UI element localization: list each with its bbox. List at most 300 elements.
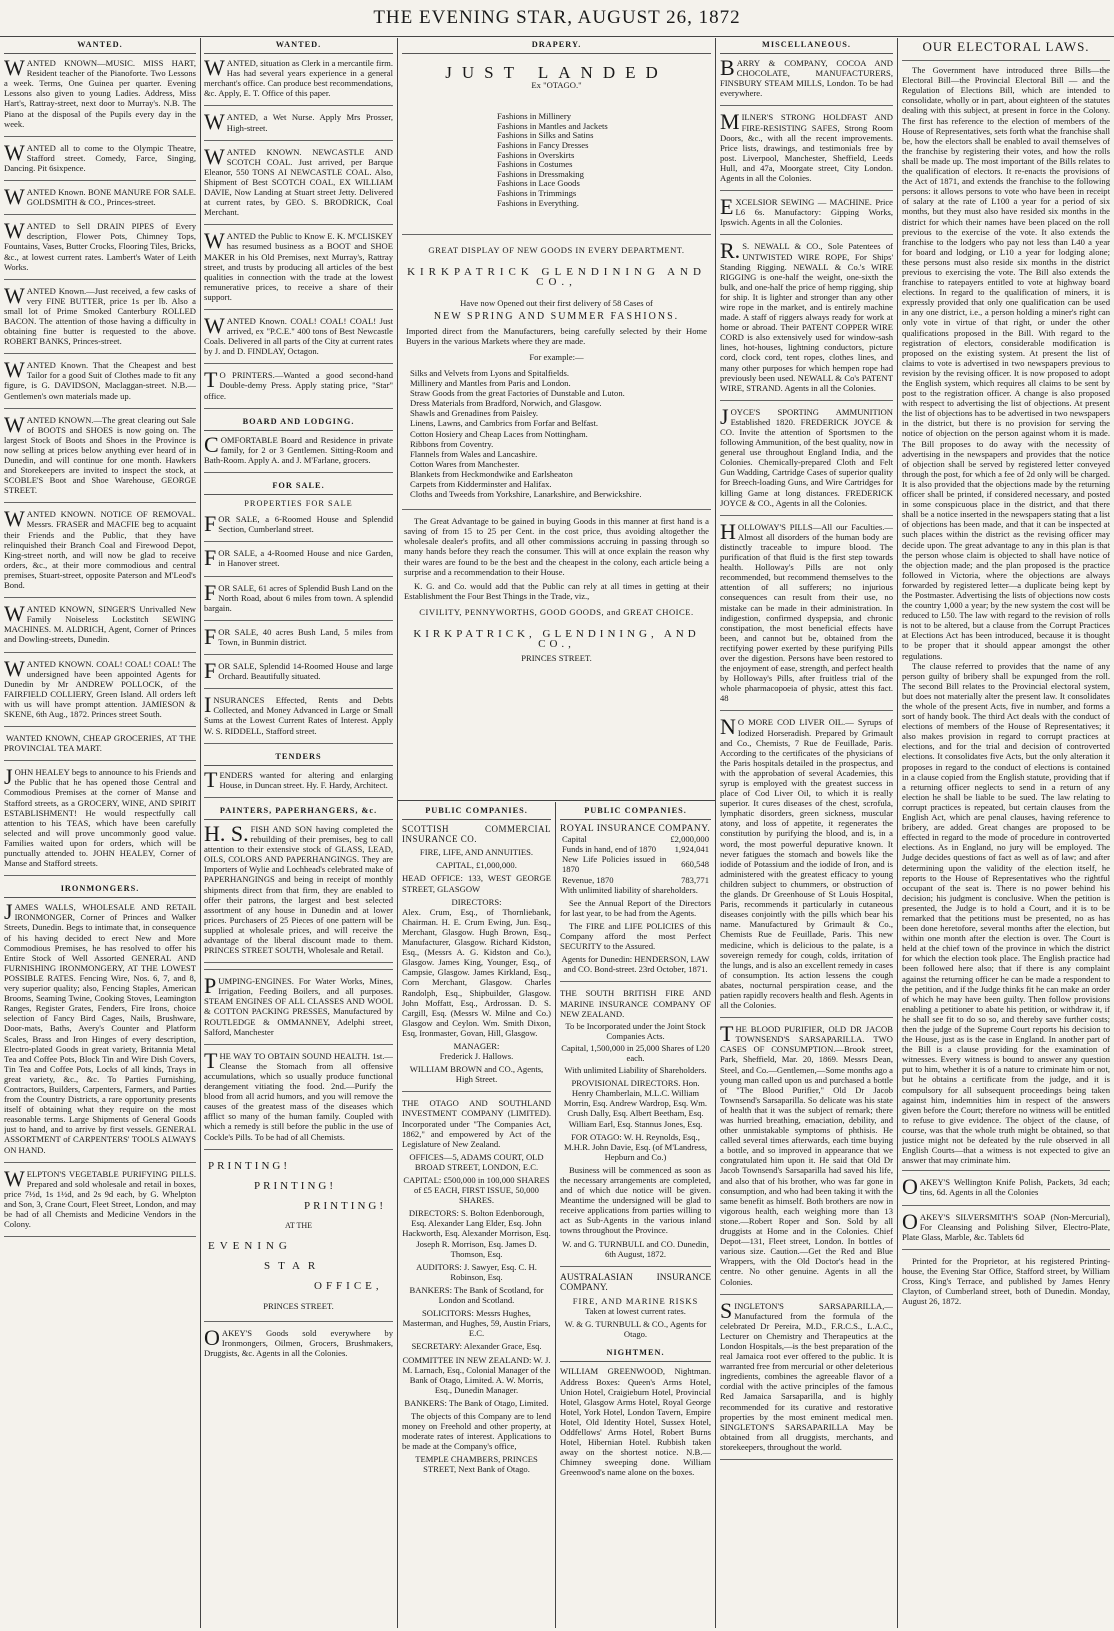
ad-text: HE WAY TO OBTAIN SOUND HEALTH. 1st.—Cleanse the Stomach from all offensive accumulations, which so usually produce functional derangement vitiating the food. 2nd.—Purify the blood from all acrid humors, and you will remove the causes of the greatest mass of the diseases which afflict so many of the human family. Coupled with which a remedy is still before the public in the use of Cockle's Pills. To be had of all Chemists. [204, 1050, 393, 1142]
ad-text: AKEY'S SILVERSMITH'S SOAP (Non-Mercurial), For Cleansing and Polishing Silver, Electro-Plate, Plate Glass, Marble, &c. Tablets 6d [902, 1211, 1110, 1242]
otago-objects: The objects of this Company are to lend money on Freehold and other property, at moderate rates of interest. Applications to be made at the Company's office, [402, 1410, 551, 1452]
oakey-silversmith-ad [902, 1208, 1110, 1242]
fashion-item: Fashions in Silks and Satins [497, 130, 594, 141]
divider [4, 1162, 196, 1163]
ad-text: ANTED KNOWN, SINGER'S Unrivalled New Family Noiseless Lockstitch SEWING MACHINES. M. ALDRICH, Agent, Corner of Princes and Dowling-streets, Dunedin. [4, 604, 196, 645]
drop-cap: W [4, 411, 25, 437]
table-row [560, 875, 711, 885]
otago-directors: DIRECTORS: S. Bolton Edenborough, Esq. Alexander Lang Elder, Esq. John Hackworth, Esq. Alexander Morrison, Esq. Joseph R. Morrison, Esq. James D. Thomson, Esq. [402, 1208, 551, 1259]
ad-text: WANTED KNOWN, CHEAP GROCERIES, AT THE PROVINCIAL TEA MART. [4, 733, 196, 754]
ad-text: ARRY & COMPANY, COCOA AND CHOCOLATE, MANUFACTURERS, FINSBURY STEAM MILLS, London. To be had everywhere. [720, 58, 893, 99]
aus-rates: Taken at lowest current rates. [585, 1306, 686, 1317]
purifier-ad [720, 1021, 893, 1287]
divider [720, 710, 893, 711]
goods-item: Dress Materials from Bradford, Norwich, and Glasgow. [410, 398, 602, 409]
wanted-ad [204, 367, 393, 401]
divider [204, 541, 393, 542]
holloway-ad [720, 518, 893, 704]
wanted-ad [4, 655, 196, 720]
otago-investment-ad [402, 1098, 551, 1474]
ad-text: NSURANCES Effected, Rents and Debts Collected, and Money Advanced in Large or Small Sums at the Lowest Current Rates of Interest. Apply W. S. RIDDELL, Stafford street. [204, 695, 393, 736]
goods-item: Straw Goods from the great Factories of Dunstable and Luton. [410, 388, 625, 399]
drop-cap: W [4, 655, 25, 681]
just-landed-title: JUST LANDED [445, 63, 668, 83]
manager-heading: MANAGER: [453, 1040, 500, 1051]
ad-text: OYCE'S SPORTING AMMUNITION Established 1820. FREDERICK JOYCE & CO. Invite the attention of Sportsmen to the following Ammunition, of the best quality, now in general use throughout England India, and the Colonies. Chemically-prepared Cloth and Felt Gun Wadding, Cartridge Cases of superior quality for Breech-loading Guns, and Wire Cartridges for killing Game at long distances. FREDERICK JOYCE & CO., Agents in all the Colonies. [720, 406, 893, 508]
ad-text: FISH AND SON having completed the rebuilding of their premises, beg to call attention to their extensive stock of GLASS, LEAD, OILS, COLORS AND PAPERHANGINGS. They are Importers of Wylie and Lochhead's celebrated make of PAPERHANGINGS and being in receipt of monthly shipments direct from that firm, they are enabled to offer their patrons, the largest and best selected assortment of any house in Dunedin and at lower prices. Purchasers of 25 Pieces of one pattern will be supplied at wholesale prices, and will receive the advantage of the liberal discount made to them. PRINCES STREET SOUTH, Wholesale and Retail. [204, 823, 393, 956]
column-divider [200, 38, 201, 1628]
column-wanted-2 [204, 38, 393, 1628]
drop-cap: W [204, 312, 225, 338]
divider [720, 190, 893, 191]
section-heading-drapery: DRAPERY. [402, 38, 711, 54]
ad-text: AKEY'S Wellington Knife Polish, Packets, 3d each; tins, 6d. Agents in all the Colonies [919, 1177, 1110, 1198]
divider [402, 234, 711, 235]
for-sale-ad [204, 579, 393, 613]
printing-evening: EVENING [208, 1239, 292, 1252]
drop-cap: W [4, 218, 25, 244]
otago-bankers-2: BANKERS: The Bank of Otago, Limited. [404, 1397, 549, 1408]
fashion-item: Fashions in Fancy Dresses [497, 140, 589, 151]
divider [4, 726, 196, 727]
properties-subheading: PROPERTIES FOR SALE [244, 499, 353, 509]
ad-text: INGLETON'S SARSAPARILLA,—Manufactured from the formula of the celebrated Dr Pereira, M.D., F.R.C.S., L.A.C., Lecturer on Chemistry and Therapeutics at the London Hospitals,—is the best preparation of the real Jamaica root ever offered to the public. It is warranted free from mercurial or other deleterious ingredients, combines the agreeable flavor of a cordial with the active principles of the famous Red Jamaica Sarsaparilla, and is highly recommended for its curative and restorative properties by the most eminent medical men. SINGLETON'S SARSAPARILLA May be obtained from all druggists, merchants, and storekeepers, throughout the world. [720, 1300, 893, 1452]
goods-item: Ribbons from Coventry. [410, 438, 494, 449]
ad-text: AKEY'S Goods sold everywhere by Ironmongers, Oilmen, Grocers, Brushmakers, Druggists, &c. Agents in all the Colonies. [204, 1327, 393, 1358]
wanted-ad [4, 218, 196, 272]
ad-text: ELPTON'S VEGETABLE PURIFYING PILLS. Prepared and sold wholesale and retail in boxes, price 7½d, 1s 1½d, and 2s 9d each, by G. Whelpton and Son, 3, Crane Court, Fleet Street, London, and may be had of all Chemists and Medicine Vendors in the Colony. [4, 1168, 196, 1230]
divider [204, 408, 393, 409]
royal-fire: The FIRE and LIFE POLICIES of this Company afford the most Perfect SECURITY to the Assured. [560, 920, 711, 952]
ad-text: ANTED KNOWN—MUSIC. MISS HART, Resident teacher of the Pianoforte. Two Lessons a week. Terms, One Guinea per quarter. Evening Lessons also given to young Ladies. Address, Miss Hart's, Rattray-street, next door to Murray's. N.B. The Piano at the disposal of the Pupils every day in the week. [4, 58, 196, 129]
milner-ad [720, 109, 893, 184]
divider [902, 60, 1110, 61]
table-row [560, 844, 711, 854]
divider [720, 400, 893, 401]
drop-cap: F [204, 511, 217, 537]
otago-office: OFFICES—5, ADAMS COURT, OLD BROAD STREET, LONDON, E.C. [409, 1151, 544, 1172]
ad-text: OLLOWAY'S PILLS—All our Faculties.—Almost all disorders of the human body are distinctly traceable to impure blood. The purification of that fluid is the first step towards health. Holloway's Pills are not only recommended, but recommend themselves to the attention of all sufferers; no injurious consequences can result from their use, no mistake can be made in their administration. In indigestion, confirmed dyspepsia, and chronic constipation, the most beneficial effects have been, and cannot but be, obtained from the rectifying power exerted by these purifying Pills over the digestion. Persons have been restored to the enjoyment of ease, strength, and perfect health by Holloway's Pills, after fruitless trial of the whole pharmacopoeia of physic, attest this fact. 48 [720, 521, 893, 704]
drop-cap: T [720, 1021, 734, 1047]
fashion-item: Fashions in Costumes [497, 159, 573, 170]
ad-text: UMPING-ENGINES. For Water Works, Mines, Irrigation, Feeding Boilers, and all purposes. STEAM ENGINES OF ALL CLASSES AND WOOL & COTTON PACKING PRESSES, Manufactured by ROUTLEDGE & OMMANNEY, Adelphi street, Salford, Manchester [204, 976, 393, 1037]
aus-sub: FIRE, AND MARINE RISKS [572, 1295, 699, 1306]
ironmonger-ad [4, 1165, 196, 1230]
ad-text: ANTED Known. COAL! COAL! COAL! Just arrived, ex "P.C.E." 400 tons of Best Newcastle Coals. Delivered in all parts of the City at current rates by J. and D. FINDLAY, Octagon. [204, 315, 393, 357]
printing-ad [204, 1156, 393, 1316]
divider [902, 1170, 1110, 1171]
drop-cap: T [204, 1047, 218, 1073]
sb-sign: W. and G. TURNBULL and CO. Dunedin, 6th August, 1872. [562, 1238, 709, 1259]
ex-otago: Ex "OTAGO." [531, 80, 582, 91]
divider [4, 353, 196, 354]
column-editorial [902, 38, 1110, 1628]
ad-text: ANTED the Public to Know E. K. M'CLISKEY has resumed business as a BOOT and SHOE MAKER in his Old Premises, next Murray's, Rattray street, and trusts by producing all articles of the best qualities in connection with the trade at the lowest remunerative prices, to receive a share of their support. [204, 231, 393, 302]
divider [720, 105, 893, 106]
for-sale-ad [204, 623, 393, 649]
kg-season: NEW SPRING AND SUMMER FASHIONS. [433, 310, 680, 322]
printing-street: PRINCES STREET. [263, 1300, 334, 1311]
divider [204, 962, 393, 963]
printer-imprint: Printed for the Proprietor, at his registered Printing-house, the Evening Star Office, Stafford street, by William Cross, King's Terrace, and published by James Henry Clayton, of Cumberland street, both of Dunedin. Monday, August 26, 1872. [902, 1255, 1110, 1307]
row-value: £2,000,000 [670, 834, 709, 845]
fashion-item: Fashions in Lace Goods [497, 178, 580, 189]
ad-text: ANTED KNOWN. NEWCASTLE AND SCOTCH COAL. Just arrived, per Barque Eleanor, 550 TONS AI NEWCASTLE COAL. Also, Shipment of Best SCOTCH COAL, EX WILLIAM DAVIE, Now Landing at Stuart street Jetty. Delivered at current rates, by GEO. S. BRODRICK, Coal Merchant. [204, 146, 393, 218]
manager-name: Frederick J. Hallows. [439, 1051, 514, 1062]
sb-inc: To be Incorporated under the Joint Stock Companies Acts. [565, 1020, 706, 1041]
drop-cap: W [204, 228, 225, 254]
aus-title: AUSTRALASIAN INSURANCE COMPANY. [560, 1272, 711, 1293]
drop-cap: M [720, 109, 740, 135]
scottish-title: SCOTTISH COMMERCIAL INSURANCE CO. [402, 824, 551, 845]
goods-item: Linens, Lawns, and Cambrics from Forfar and Belfast. [410, 418, 599, 429]
drop-cap: P [204, 973, 217, 999]
kg-title: KIRKPATRICK GLENDINING AND CO., [407, 266, 706, 289]
ad-text: OHN HEALEY begs to announce to his Friends and the Public that he has opened those Central and Commodious Premises at the corner of Manse and Stafford streets, as a GROCERY, WINE, AND SPIRIT ESTABLISHMENT! He would respectfully call attention to his TEAS, which have been carefully selected and will prove uncommonly good value. Families waited upon for orders, which will be punctually attended to. JOHN HEALEY, Corner of Manse and Stafford streets. [4, 767, 196, 869]
section-heading-public-companies: PUBLIC COMPANIES. [560, 804, 711, 820]
wanted-ad [4, 506, 196, 591]
masthead [0, 0, 1114, 36]
drapery-bottom-rule [397, 800, 715, 801]
sb-capital: Capital, 1,500,000 in 25,000 Shares of L20 each. [561, 1042, 710, 1063]
section-heading-miscellaneous: MISCELLANEOUS. [720, 38, 893, 54]
ad-text: ANTED to Sell DRAIN PIPES of Every description, Flower Pots, Chimney Tops, Fountains, Vases, Butter Crocks, Flooring Tiles, Bricks, &c., at lowest current rates. Lambert's Water of Leith Works. [4, 221, 196, 272]
divider [4, 875, 196, 876]
sb-directors: PROVISIONAL DIRECTORS. Hon. Henry Chamberlain, M.L.C. William Morrin, Esq. Andrew Wardrop, Esq. Wm. Crush Dally, Esq. Albert Beetham, Esq. William Earl, Esq. Stannus Jones, Esq. [563, 1078, 708, 1129]
column-wanted-1 [4, 38, 196, 1628]
divider [204, 576, 393, 577]
ad-text: ANTED Known.—Just received, a few casks of very FINE BUTTER, price 1s per lb. Also a small lot of Prime Smoked Canterbury ROLLED BACON. The attention of those having a difficulty in obtaining fine butter is requested to the above. ROBERT BANKS, Princes-street. [4, 285, 196, 347]
divider [402, 1091, 551, 1092]
ad-text: OR SALE, a 6-Roomed House and Splendid Section, Cumberland street. [218, 514, 393, 535]
great-display: GREAT DISPLAY OF NEW GOODS IN EVERY DEPARTMENT. [428, 245, 685, 256]
goods-item: Carpets from Kidderminster and Halifax. [410, 479, 552, 489]
row-value: 660,548 [681, 859, 709, 870]
newall-ad [720, 238, 893, 393]
sb-title: THE SOUTH BRITISH FIRE AND MARINE INSURANCE COMPANY OF NEW ZEALAND. [560, 988, 711, 1019]
divider [4, 408, 196, 409]
divider [4, 180, 196, 181]
directors-list: Alex. Crum, Esq., of Thornliebank, Chairman. H. E. Crum Ewing, Jun. Esq., Merchant, Glasgow. Hugh Brown, Esq., Manufacturer, Glasgow. Richard Kidston, Esq., (Messrs A. G. Kidston and Co.), Glasgow. James King, Younger, Esq., of Campsie, Glasgow. James Kirkland, Esq., Corn Merchant, Glasgow. Charles Randolph, Esq., Shipbuilder, Glasgow. John Moffatt, Esq., Ardrossan. D. S. Cargill, Esq. (Messrs W. Milne and Co.) Glasgow and Ceylon. Wm. Smith Dixon, Esq, Ironmaster, Govan, Hill, Glasgow. [402, 906, 551, 1038]
divider [204, 309, 393, 310]
divider [204, 797, 393, 798]
divider [204, 620, 393, 621]
ad-text: ILNER'S STRONG HOLDFAST AND FIRE-RESISTING SAFES, Strong Room Doors, &c., with all the recent improvements. Price lists, drawings, and testimonials free by post. Liverpool, Manchester, Sheffield, Leeds Hull, and 47a, Moorgate street, City London. Agents in all the Colonies. [720, 112, 893, 184]
printing-line-2: PRINTING! [254, 1179, 336, 1192]
drop-cap: B [720, 55, 735, 81]
ad-text: ANTED all to come to the Olympic Theatre, Stafford street. Comedy, Farce, Singing, Dancing. Pit 6sixpence. [4, 142, 196, 173]
ad-text: AMES WALLS, WHOLESALE AND RETAIL IRONMONGER, Corner of Princes and Walker Streets, Dunedin. Begs to intimate that, in consequence of his having decided to erect New and More Commodious Premises, he has resolved to offer his Entire Stock of Well Assorted GENERAL AND FURNISHING IRONMONGERY, AT THE LOWEST POSSIBLE RATES. Fencing Wire, Nos. 6, 7, and 8, very superior quality; also, Fencing Staples, American Brooms, Seaming Twine, Cooking Stoves, Leamington Ranges, Register Grates, Fenders, Fire Irons, choice selection of Fancy Bird Cages, Nails, Brushware, Door-mats, Baths, Avery's Counter and Platform Scales, Brass and Iron Hinges of every description, Electro-plated Goods in great variety, Britannia Metal Tea and Coffee Pots, Block Tin and Wire Dish Covers, Tin Tea and Coffee Pots, Locks of all kinds, Trays in great variety, &c., &c. To Parties Furnishing, Contractors, Builders, Carpenters, Farmers, and Parties from the Country Districts, a rare opportunity presents itself of obtaining what they require on the most reasonable terms. Large Shipments of General Goods just to hand, and to arrive by first vessels. GENERAL ASSORTMENT of CARPENTERS' TOOLS ALWAYS ON HAND. [4, 902, 196, 1155]
editorial-body [902, 65, 1110, 1165]
ad-text: HE BLOOD PURIFIER, OLD DR JACOB TOWNSEND'S SARSAPARILLA. TWO CASES OF CONSUMPTION.—Brook street, Park, Sheffield, Mar. 20, 1869. Messrs Dean, Steel, and Co.—Gentlemen,—Some months ago a young man called upon us and purchased a bottle of "The Blood Purifier," Old Dr Jacob Townsend's Sarsaparilla. So delicate was his state of health that it was the subject of remark; there was hurried breathing, emaciation, debility, and other unmistakable symptoms of phthisis. He called several times afterwards, each time buying a bottle, and so improved in appearance that we congratulated him upon it. He said that Old Dr Jacob Townsend's Sarsaparilla had saved his life, and also that of his brother, who was far gone in consumption, and who had been taking it with the same benefit as himself. Both brothers are now in vigorous health, each weighing more than 13 stone.—Robert Roper and Son. Sold by all druggists at Home and in the Colonies. Chief Depot—131, Fleet street, London. In bottles of various size. Caution.—Get the Red and Blue Wrappers, with the Old Doctor's head in the centre. No other genuine. Agents in all the Colonies. [720, 1024, 893, 1287]
otago-secretary: SECRETARY: Alexander Grace, Esq. [411, 1341, 542, 1352]
divider [720, 515, 893, 516]
divider [560, 981, 711, 982]
royal-agents: Agents for Dunedin: HENDERSON, LAW and CO. Bond-street. 23rd October, 1871. [561, 954, 710, 975]
fashions-list [402, 112, 711, 208]
kg-reliance: K. G. and Co. would add that the Public can rely at all times in getting at their Establishment the Four Best Things in the Trade, viz., [404, 580, 709, 601]
editorial-paragraph: The Government have introduced three Bills—the Electoral Bill—the Provincial Electoral Bill — and the Regulation of Elections Bill, which are intended to consolidate, wholly or in part, about eighteen of the statutes dealing with this subject, at present in force in the Colony. The first has reference to the election of members of the House of Representatives, sets forth what the franchise shall be, how the electors shall be enabled to avail themselves of the franchise by registering their votes, and how the rolls shall be made up. The most important of the Bills relates to the qualification of electors. It re-enacts the provisions of the Act of 1871, and extends the franchise to the following persons: it allows persons to vote who have been in receipt of salary at the rate of L100 a year for a period of six months, but they must also have resided six months in the district for which their names have been placed on the roll previous to the exercise of the vote. It also extends the franchise to the lodgers who pay not less than L40 a year for board and lodging, or L10 a year for lodging alone; these persons must also reside six months in the district previous to exercising the vote. The Bill also extends the franchise to ratepayers entitled to vote at highway board elections. In regard to the qualification of miners, it is expressly provided that only one qualification can be used in any one district, i.e., a person holding a miner's right can only vote in virtue of that right, or under the other qualifications proposed in the Bill. With regard to the registration of electors, considerable modification is proposed on the existing system. At present the list of claims to vote is advertised in two newspapers previous to revision by the revising officer. It is now proposed to adopt the English system, which requires all claims to be sent by post to the registration officer. A change is also proposed with respect to advertising the list of objections. At present the list of objections has to be advertised in two newspapers in the district, but there is no provision for serving the notice of objection on the person against whom it is made. The Bill proposes to do away with the necessity of advertising in the newspapers and provides that the notice of objection shall be served by registered letter conveyed through the post, for which a fee of 2d only will be charged. It is also provided that the objections made by the returning officer shall be printed, if considered necessary, and posted in some conspicuous place in the district, and that there shall be a notice inserted in the newspapers stating that a list of objections has been made, and that it can be inspected at such places within the district as the revising officer may decide upon. The great advantage to any in this plan is that the person whose claim is objected to shall have notice of the objection made; and the plan proposed is the practice followed in Victoria, where the objections are always forwarded by registered letter—a duplicate being kept by the Postmaster. Advertising the lists of objections now costs the country 1,000 a year; by the new system the cost will be reduced to L50. The law with regard to the revision of rolls is not to be altered, but a clause from the Corrupt Practices at Elections Act has been introduced, because it is thought to be proper that it should appear amongst the other regulations. [902, 65, 1110, 661]
ad-text: ANTED, situation as Clerk in a mercantile firm. Has had several years experience in a general merchant's office. Can produce best recommendations, &c. Apply, E. T. Office of this paper. [204, 58, 393, 99]
column-miscellaneous [720, 38, 893, 1628]
kg-civility: CIVILITY, PENNYWORTHS, GOOD GOODS, and GREAT CHOICE. [419, 606, 694, 617]
divider [720, 1459, 893, 1460]
wanted-ad [4, 184, 196, 210]
column-public-companies-2 [560, 804, 711, 1628]
drop-cap: W [4, 1165, 25, 1191]
divider [902, 1249, 1110, 1250]
ad-text: OR SALE, Splendid 14-Roomed House and large Orchard. Beautifully situated. [218, 661, 393, 682]
drop-cap: J [4, 764, 13, 790]
drop-cap: O [902, 1174, 918, 1200]
goods-item: Cotton Wares from Manchester. [410, 458, 520, 469]
fashion-item: Fashions in Dressmaking [497, 168, 584, 179]
joyce-ad [720, 403, 893, 508]
drop-cap: W [204, 55, 225, 81]
board-ad [204, 431, 393, 465]
wanted-ad [204, 312, 393, 357]
tender-ad [204, 766, 393, 792]
drop-cap: E [720, 194, 734, 220]
goods-item: Silks and Velvets from Lyons and Spitalfields. [410, 367, 570, 378]
ad-text: XCELSIOR SEWING — MACHINE. Price L6 6s. Manufactory: Gipping Works, Ipswich. Agents in all the Colonies. [720, 197, 893, 228]
drop-cap: W [4, 184, 25, 210]
royal-note: With unlimited liability of shareholders. [560, 884, 698, 895]
for-example: For example:— [529, 351, 584, 362]
australasian-ad [560, 1273, 711, 1340]
divider [4, 214, 196, 215]
drop-cap: H. S. [204, 820, 249, 846]
otago-committee: COMMITTEE IN NEW ZEALAND: W. J. M. Larnach, Esq., Colonial Manager of the Bank of Otago, Limited. A. W. Morris, Esq., Dunedin Manager. [402, 1354, 551, 1395]
row-label: Funds in hand, end of 1870 [562, 844, 657, 855]
for-sale-ad [204, 692, 393, 736]
fashion-item: Fashions in Mantles and Jackets [497, 120, 608, 131]
wanted-ad [4, 282, 196, 347]
scottish-capital: CAPITAL, £1,000,000. [436, 860, 517, 871]
for-sale-ad [204, 658, 393, 684]
row-value: 783,771 [681, 874, 709, 885]
fashion-item: Fashions in Everything. [497, 197, 579, 208]
drop-cap: F [204, 623, 217, 649]
drop-cap: O [902, 1208, 918, 1234]
drop-cap: W [4, 506, 25, 532]
otago-bankers: BANKERS: The Bank of Scotland, for London and Scotland. [409, 1284, 544, 1306]
goods-item: Blankets from Heckmondwike and Earlsheaton [410, 468, 573, 479]
wanted-ad [204, 228, 393, 302]
scottish-agents: WILLIAM BROWN and CO., Agents, High Street. [409, 1064, 544, 1085]
divider [4, 502, 196, 503]
divider [204, 743, 393, 744]
goods-list [402, 368, 711, 499]
drop-cap: J [720, 403, 729, 429]
divider [720, 1294, 893, 1295]
sound-health-ad [204, 1047, 393, 1142]
divider [204, 224, 393, 225]
fashion-item: Fashions in Overskirts [497, 149, 575, 160]
drop-cap: W [4, 55, 25, 81]
scottish-sub: FIRE, LIFE, AND ANNUITIES. [419, 847, 534, 858]
barry-ad [720, 55, 893, 99]
drop-cap: I [204, 692, 212, 718]
royal-figures [560, 834, 711, 884]
ad-text: OR SALE, 40 acres Bush Land, 5 miles from Town, in Bunmin district. [218, 626, 393, 647]
ad-text: ANTED, a Wet Nurse. Apply Mrs Prosser, High-street. [226, 112, 393, 133]
section-heading-wanted: WANTED. [204, 38, 393, 54]
kg-intro: Have now Opened out their first delivery of 58 Cases of [460, 297, 653, 308]
drop-cap: R. [720, 238, 741, 264]
drop-cap: C [204, 431, 219, 457]
drop-cap: O [204, 1324, 220, 1350]
column-drapery [402, 38, 711, 798]
ad-text: O MORE COD LIVER OIL.— Syrups of Iodized Horseradish. Prepared by Grimault and Co., Chemists, 7 Rue de Feuillade, Paris. According to the certificates of the physicians of the Paris hospitals detailed in the prospectus, and with the approbation of several Academies, this syrup is employed with the greatest success in place of Cod Liver Oil, to which it is really superior. It cures diseases of the chest, scrofula, lymphatic disorders, green sickness, muscular atony, and loss of appetite, it regenerates the constitution by purifying the blood, and is, in a word, the most powerful depurative known. It never fatigues the stomach and bowels like the iodide of Potassium and the iodide of Iron, and is administered with the greatest efficacy to young children subject to chummers, or obstruction of the glands. Dr Greenhouse of St Louis Hospital, Paris, recommends it particularly in cutaneous diseases conjointly with the pills which bear his name. Manufactured by Grimault & Co., Chemists Rue de Feuillade, Paris. This new medicine, which is delicious to the palate, is a sovereign remedy for cough, colds, irritation of the lungs, and is also an excellent remedy in cases of consumption. Its action lessens the cough abates, nocturnal perspiration cease, and the patien rapidly recovers health and flesh. Agents in all the Colonies. [720, 717, 893, 1011]
sb-liability: With unlimited Liability of Shareholders. [564, 1065, 707, 1076]
printing-line-1: PRINTING! [208, 1159, 290, 1172]
ad-text: O PRINTERS.—Wanted a good second-hand Double-demy Press. Apply stating price, "Star" office. [204, 370, 393, 401]
section-heading-ironmongers: IRONMONGERS. [4, 882, 196, 898]
divider [204, 363, 393, 364]
ad-text: S. NEWALL & CO., Sole Patentees of UNTWISTED WIRE ROPE, For Ships' Standing Rigging. NEWALL & Co.'s WIRE RIGGING is one-half the weight, one-sixth the bulk, and one-half the price of hemp rigging, ship for ship. It is lighter and stronger than any other wire rope in the market, and is entirely machine made. A staff of riggers always ready for work at home or abroad. Their PATENT COPPER WIRE CORD is also extensively used for window-sash lines, hot-houses, lightning conductors, picture cord, clock cord, tent ropes, clothes lines, and many other purposes for which hempen rope had previously been used. NEWALL & Co's PATENT WIRE, STRAND. Agents in all the Colonies. [720, 241, 893, 393]
directors-heading: DIRECTORS: [451, 896, 502, 907]
table-row [560, 854, 711, 874]
drop-cap: W [4, 357, 25, 383]
row-label: New Life Policies issued in 1870 [562, 854, 667, 875]
divider [204, 472, 393, 473]
goods-item: Cloths and Tweeds from Yorkshire, Lanarkshire, and Berwickshire. [410, 489, 642, 500]
royal-title: ROYAL INSURANCE COMPANY. [560, 824, 711, 835]
drop-cap: W [4, 282, 25, 308]
for-sale-ad [204, 545, 393, 571]
section-heading-wanted: WANTED. [4, 38, 196, 54]
oakey-goods-ad [204, 1324, 393, 1358]
fashion-item: Fashions in Trimmings [497, 188, 577, 199]
wanted-ad [204, 143, 393, 218]
kg-footer: KIRKPATRICK, GLENDINING, AND CO., [413, 628, 700, 651]
codliver-ad [720, 714, 893, 1011]
for-sale-ad [204, 511, 393, 537]
divider [204, 1321, 393, 1322]
divider [402, 509, 711, 510]
ad-text: ANTED KNOWN.—The great clearing out Sale of BOOTS and SHOES is now going on. The largest Stock of Boots and Shoes in the Province is now selling at prices below anything ever heard of in Dunedin, and will continue for one month. Hawkers and Storekeepers are invited to inspect the stock, at SCOBLE'S Boot and Shoe Warehouse, GEORGE STREET. [4, 414, 196, 496]
ad-text: ANTED KNOWN. COAL! COAL! COAL! The undersigned have been appointed Agents for Dunedin by Mr ANDREW POLLOCK, of the FAIRFIELD COLLIERY, Green Island. All orders left with us will have prompt attention. JAMIESON & SKENE, 6th Aug., 1872. Princes street South. [4, 658, 196, 719]
fashion-item: Fashions in Millinery [497, 111, 572, 122]
divider [4, 279, 196, 280]
divider [720, 234, 893, 235]
ad-text: OMFORTABLE Board and Residence in private family, for 2 or 3 Gentlemen. Sitting-Room and Bath-Room. Apply A. and J. M'Farlane, grocers. [204, 434, 393, 465]
goods-item: Millinery and Mantles from Paris and London. [410, 378, 571, 389]
divider [204, 969, 393, 970]
editorial-heading: OUR ELECTORAL LAWS. [922, 39, 1090, 54]
divider [4, 597, 196, 598]
royal-insurance-ad [560, 824, 711, 974]
nightman-ad [560, 1366, 711, 1477]
printing-star: STAR [264, 1259, 324, 1272]
sb-business: Business will be commenced as soon as the necessary arrangements are completed, and of which due notice will be given. Meantime the undersigned will be glad to receive applications from parties willing to act as Sub-Agents in the various inland towns throughout the Province. [560, 1164, 711, 1236]
column-public-companies-1 [402, 804, 551, 1628]
scottish-office: HEAD OFFICE: 133, WEST GEORGE STREET, GLASGOW [402, 873, 551, 894]
column-divider [397, 38, 398, 1628]
kg-imported: Imported direct from the Manufacturers, being carefully selected by their Home Buyers in the various Markets where they are made. [406, 325, 707, 346]
drop-cap: T [204, 766, 218, 792]
otago-capital: CAPITAL: £500,000 in 100,000 SHARES of £5 EACH, FIRST ISSUE, 50,000 SHARES. [403, 1175, 550, 1206]
drop-cap: W [4, 601, 25, 627]
kg-street: PRINCES STREET. [521, 653, 592, 664]
drop-cap: F [204, 658, 217, 684]
ad-text: ENDERS wanted for altering and enlarging House, in Duncan street. Hy. F. Hardy, Architect. [219, 769, 393, 790]
section-heading-tenders: TENDERS [204, 750, 393, 766]
ad-text: ANTED Known. That the Cheapest and best Tailor for a good Suit of Clothes made to fit any figure, is G. DAVIDSON, Maclaggan-street. N.B.—Gentlemen's own materials made up. [4, 360, 196, 401]
ad-text: ANTED KNOWN. NOTICE OF REMOVAL. Messrs. FRASER and MACFIE beg to acquaint their Friends and the Public, that they have relinquished their Branch Coal and Firewood Depot, King-street north, and will now be glad to receive orders, &c., at their more commodious and central premises, Stuart-street, opposite Paterson and M'Leod's Bond. [4, 509, 196, 591]
section-heading-for-sale: FOR SALE. [204, 479, 393, 495]
aus-sign: W. & G. TURNBULL & CO., Agents for Otago. [564, 1319, 707, 1340]
goods-item: Cotton Hosiery and Cheap Laces from Nottingham. [410, 428, 588, 439]
ad-text: OR SALE, 61 acres of Splendid Bush Land on the North Road, about 6 miles from town. A splendid bargain. [204, 582, 393, 613]
goods-item: Flannels from Wales and Lancashire. [410, 448, 538, 459]
column-divider [555, 802, 556, 1628]
pumping-engines-ad [204, 973, 393, 1037]
row-label: Capital [562, 834, 587, 845]
masthead-rule [0, 36, 1114, 37]
divider [4, 136, 196, 137]
printing-line-3: PRINTING! [304, 1199, 386, 1212]
sb-otago: FOR OTAGO: W. H. Reynolds, Esq., M.H.R. John Davie, Esq. (of M'Landress, Hepburn and Co.) [563, 1131, 708, 1162]
row-label: Revenue, 1870 [562, 874, 614, 885]
row-value: 1,924,041 [674, 844, 709, 855]
scottish-insurance-ad [402, 824, 551, 1084]
drop-cap: F [204, 579, 217, 605]
divider [204, 654, 393, 655]
ad-text: OR SALE, a 4-Roomed House and nice Garden, in Hanover street. [218, 548, 393, 569]
divider [204, 105, 393, 106]
editorial-paragraph: The clause referred to provides that the name of any person guilty of bribery shall be expunged from the roll. The second Bill relates to the Provincial electoral system, but does not materially alter the present law. It consolidates the whole of the present Acts, five in number, and forms a sort of handy book. The third Act deals with the conduct of elections of members of the House of Representatives; it also makes provision in regard to corrupt practices at elections, and for the trial and decision of controverted elections. It consolidates five Acts, but the only alteration it proposes in regard to the conduct of elections is contained in a clause copied from the English statute, providing that if a returning officer neglects to send in a return of any election he shall be liable to be sued. The law relating to corrupt practices is repeated, but certain clauses from the English Act, which are penal clauses, having reference to bribery, are added. Great changes are proposed to be effected in regard to the mode of procedure in controverted elections. As in England, no jury will be employed. The Judge decides questions of fact as well as of law; and after determining upon the validity of the election itself, he reports to the House of Representatives who the rightful occupant of the seat is. There is no power behind his decision; his judgment is conclusive. When the petition is presented, the Judge is to hold a Court, and it is to be remarked that the petitions must be presented, no as has been done heretofore, several months after the election, but within one month after the election is over. The Court is held at the chief town of the province in which the district for which the election took place. The English practice had been followed here also; that if there is any complaint against the returning officer he can be made a respondent to the petition, and if the Judge thinks fit he can make an order of which he may have been guilty. Then follow provisions enabling a petitioner to abate his petition, or withdraw it, if he shall see fit to do so so, and thereby save further costs; then the judge of the Supreme Court reports his decision to the House, just as is the case in England. In another part of the Bill is a clause providing for the examination of witnesses. Every witness is bound to answer any question put to him, whether it is of a nature to criminate him or not, but he obtains a certificate from the judge, and it is compulsory for all subsequent proceedings being taken against him, indemnities him in respect of the answers given before the Court; therefore no witness will be entitled to refuse to give evidence. The object of the clause, of course, was that the whole truth might be obtained, so that justice might not be defeated by the rule observed in all English Courts—that a witness is not expected to give an answer that may criminate him. [902, 660, 1110, 1166]
divider [204, 140, 393, 141]
drop-cap: W [4, 139, 25, 165]
drop-cap: W [204, 109, 225, 135]
royal-report: See the Annual Report of the Directors for last year, to be had from the Agents. [560, 897, 711, 918]
nightman-text: WILLIAM GREENWOOD, Nightman. Address Boxes: Queen's Arms Hotel, Union Hotel, Craigieburn Hotel, Provincial Hotel, Glasgow Arms Hotel, Royal George Hotel, York Hotel, London Tavern, Empire Hotel, Old Identity Hotel, Sussex Hotel, Oddfellows' Arms Hotel, Robert Burns Hotel, Hibernian Hotel. Rubbish taken away on the shortest notice. N.B.—Chimney sweeping done. William Greenwood's name alone on the boxes. [560, 1366, 711, 1478]
ad-text: ANTED Known. BONE MANURE FOR SALE. GOLDSMITH & CO., Princes-street. [26, 187, 196, 208]
drop-cap: F [204, 545, 217, 571]
wanted-ad [204, 55, 393, 99]
wanted-ad [204, 109, 393, 135]
drop-cap: W [204, 143, 225, 169]
divider [4, 652, 196, 653]
ironmonger-ad [4, 899, 196, 1155]
section-heading-painters: PAINTERS, PAPERHANGERS, &c. [204, 804, 393, 820]
divider [4, 760, 196, 761]
newspaper-title: THE EVENING STAR, AUGUST 26, 1872 [373, 7, 741, 28]
wanted-ad [4, 357, 196, 401]
divider [204, 1149, 393, 1150]
column-divider [897, 38, 898, 1628]
drop-cap: S [720, 1297, 733, 1323]
drop-cap: N [720, 714, 736, 740]
drop-cap: H [720, 518, 736, 544]
singleton-ad [720, 1297, 893, 1452]
divider [204, 688, 393, 689]
printing-at-the: AT THE [284, 1220, 313, 1230]
section-heading-nightmen: NIGHTMEN. [560, 1346, 711, 1362]
table-row [560, 834, 711, 844]
divider [204, 1044, 393, 1045]
excelsior-ad [720, 194, 893, 228]
drop-cap: T [204, 367, 218, 393]
divider [560, 1266, 711, 1267]
wanted-ad [4, 411, 196, 496]
otago-auditors: AUDITORS: J. Sawyer, Esq. C. H. Robinson, Esq. [416, 1261, 537, 1282]
oakey-knife-polish-ad [902, 1174, 1110, 1200]
wanted-ad [4, 55, 196, 129]
otago-temple: TEMPLE CHAMBERS, PRINCES STREET, Next Bank of Otago. [415, 1454, 538, 1475]
